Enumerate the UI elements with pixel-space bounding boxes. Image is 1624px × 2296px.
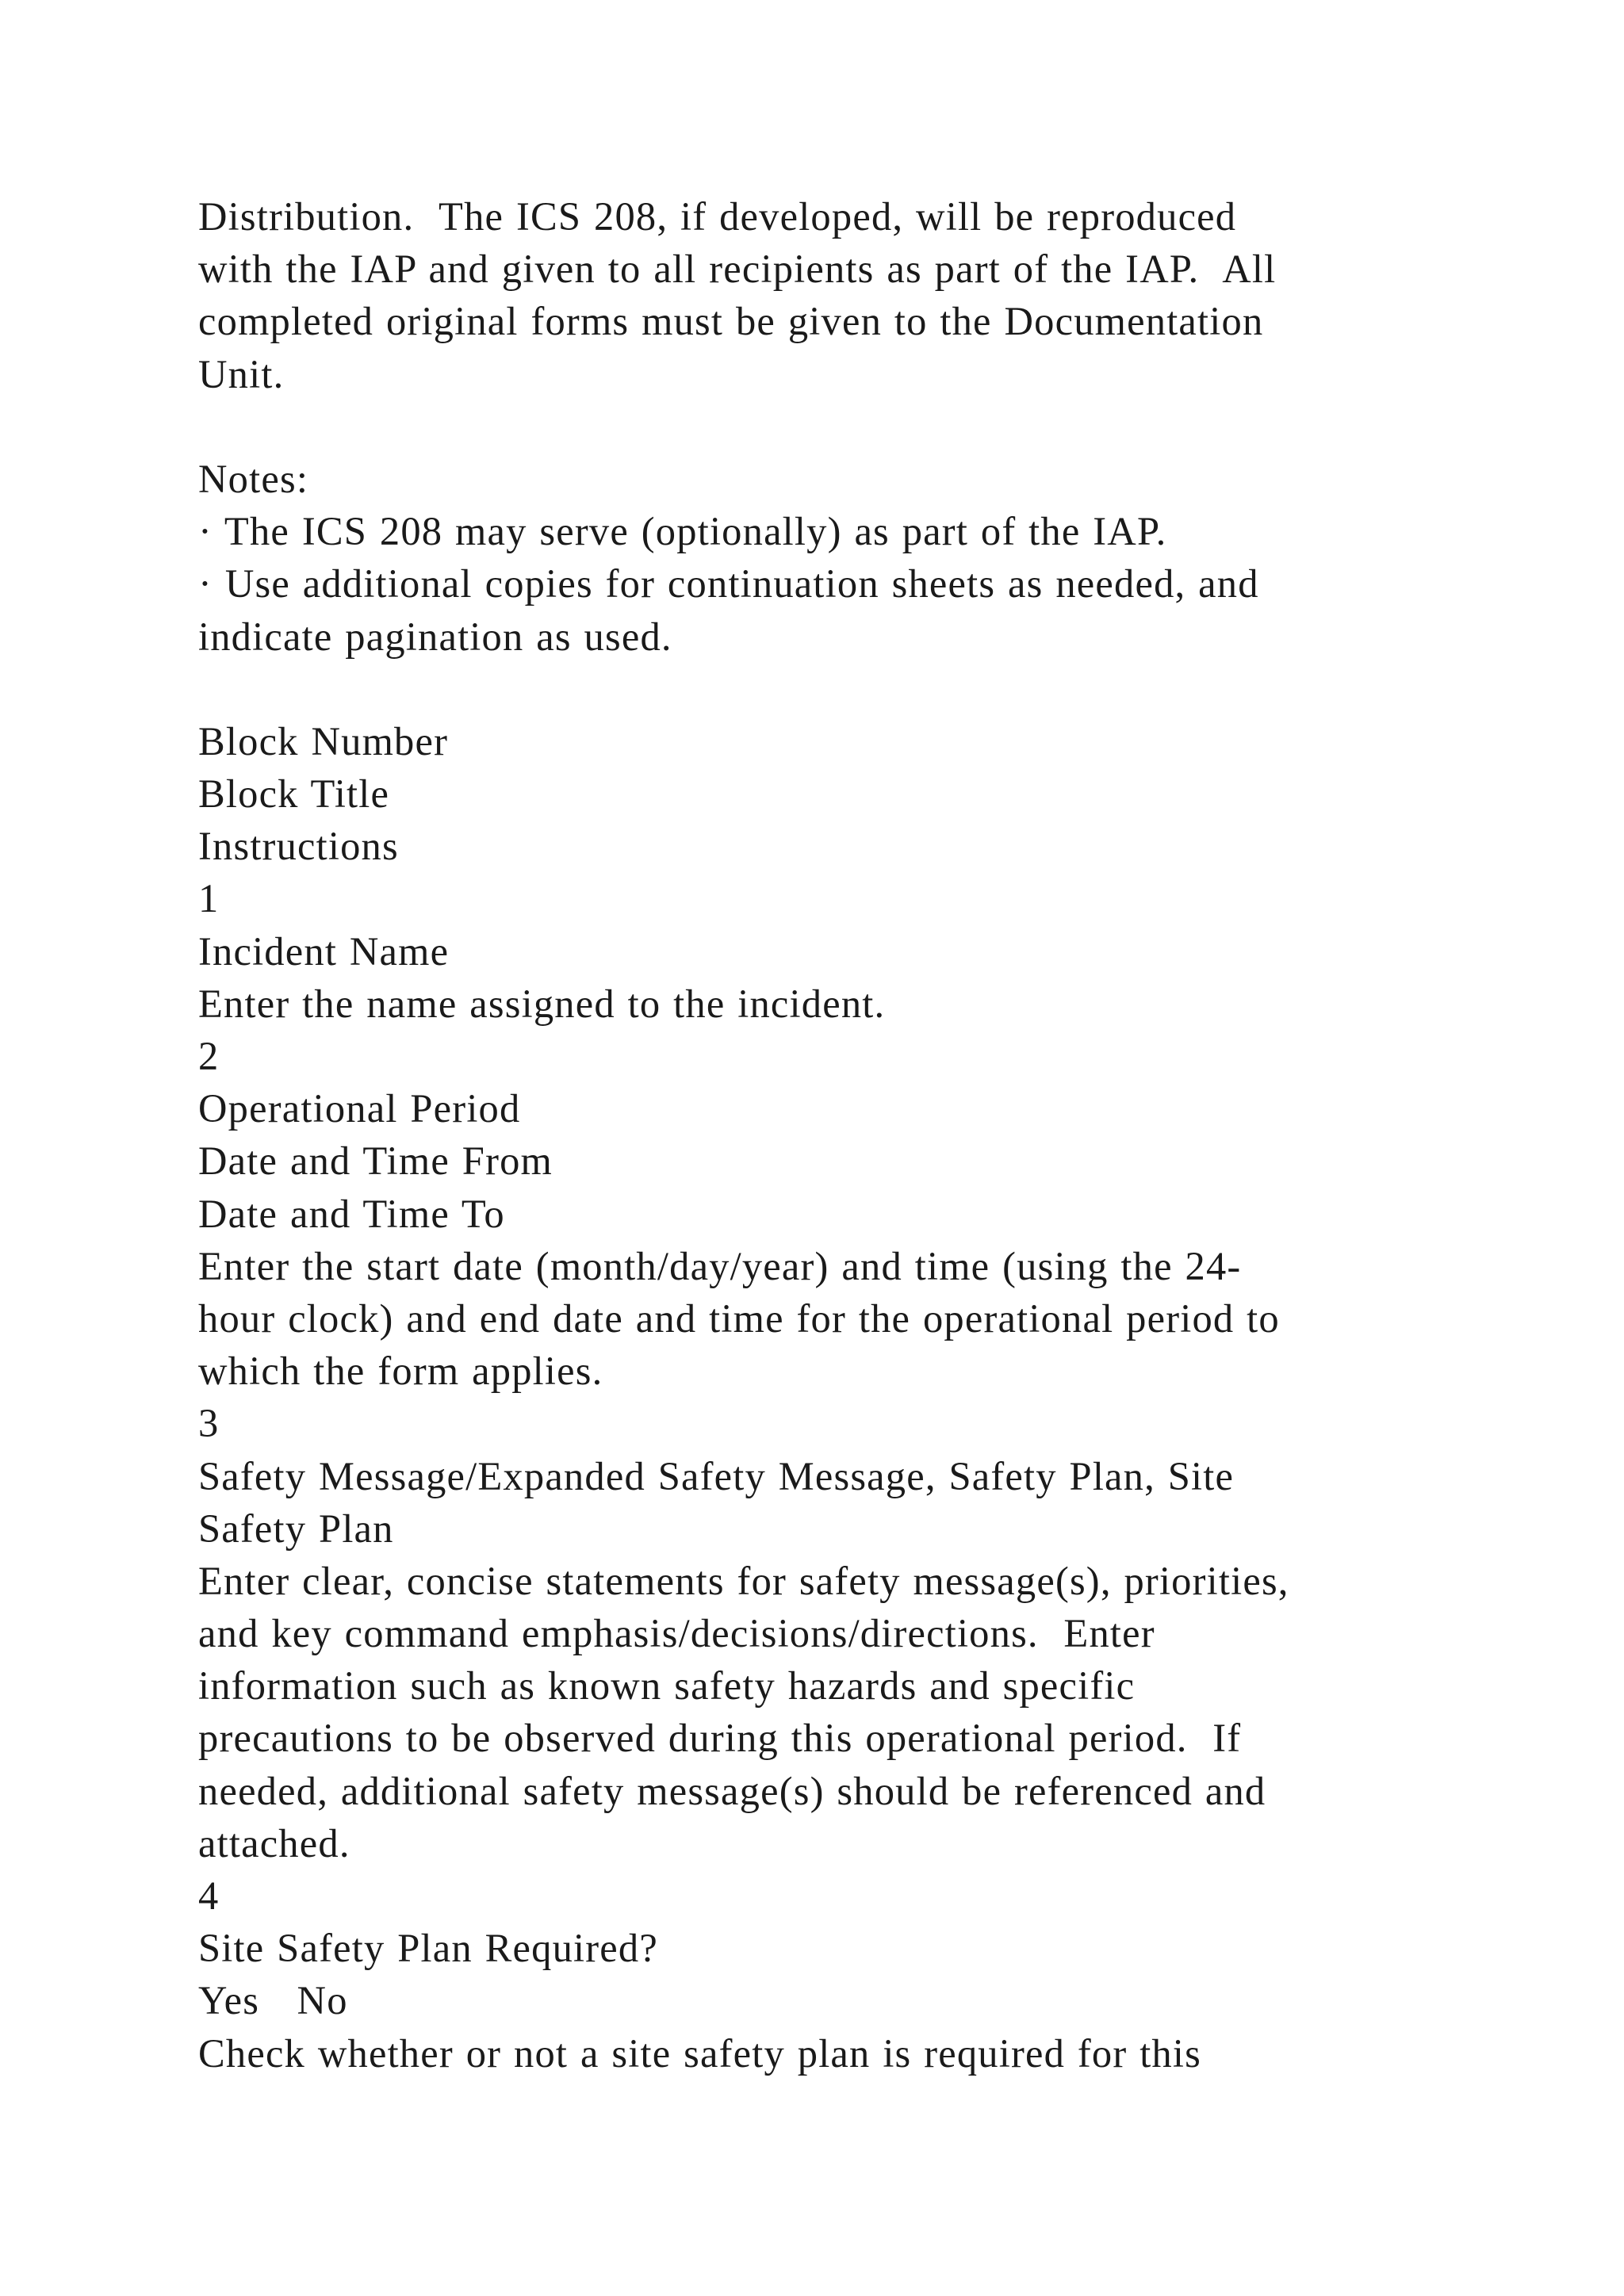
block-2-title-1: Operational Period [198,1086,521,1131]
distribution-line-1: Distribution. The ICS 208, if developed, will be reproduced [198,194,1237,239]
block-1-instructions: Enter the name assigned to the incident. [198,981,886,1026]
block-3-instructions-4: precautions to be observed during this operational period. If [198,1716,1242,1761]
block-2-title-2: Date and Time From [198,1138,553,1184]
block-1-number: 1 [198,876,220,921]
distribution-line-2: with the IAP and given to all recipients as part of the IAP. All [198,247,1277,292]
block-3-instructions-2: and key command emphasis/decisions/directions. Enter [198,1611,1155,1656]
notes-line-2: · Use additional copies for continuation sheets as needed, and [198,561,1259,607]
notes-line-1: · The ICS 208 may serve (optionally) as part of the IAP. [198,509,1167,554]
block-3-instructions-6: attached. [198,1820,350,1866]
block-3-instructions-1: Enter clear, concise statements for safety message(s), priorities, [198,1558,1289,1603]
block-3-title-1: Safety Message/Expanded Safety Message, Safety Plan, Site [198,1453,1235,1498]
notes-label: Notes: [198,456,309,501]
block-2-title-3: Date and Time To [198,1191,505,1236]
header-instructions: Instructions [198,824,399,869]
header-block-title: Block Title [198,771,390,817]
block-4-number: 4 [198,1873,220,1918]
block-4-title-1: Site Safety Plan Required? [198,1926,658,1971]
paragraph-gap [198,400,1467,453]
block-3-number: 3 [198,1401,220,1446]
document-page [198,190,1467,2080]
block-3-title-2: Safety Plan [198,1506,394,1551]
block-2-instructions-2: hour clock) and end date and time for the operational period to [198,1295,1280,1341]
block-4-yes-no-options: Yes No [198,1978,348,2023]
distribution-line-3: completed original forms must be given to the Documentation [198,299,1264,344]
block-2-instructions-3: which the form applies. [198,1349,603,1394]
block-2-number: 2 [198,1034,220,1078]
block-1-title: Incident Name [198,928,450,974]
block-3-instructions-3: information such as known safety hazards and specific [198,1663,1136,1709]
distribution-line-4: Unit. [198,351,285,396]
header-block-number: Block Number [198,718,449,763]
block-3-instructions-5: needed, additional safety message(s) should be referenced and [198,1768,1266,1813]
block-4-instructions-1: Check whether or not a site safety plan is required for this [198,2030,1201,2076]
paragraph-gap [198,663,1467,715]
block-2-instructions-1: Enter the start date (month/day/year) and time (using the 24- [198,1243,1242,1288]
notes-line-3: indicate pagination as used. [198,614,672,659]
